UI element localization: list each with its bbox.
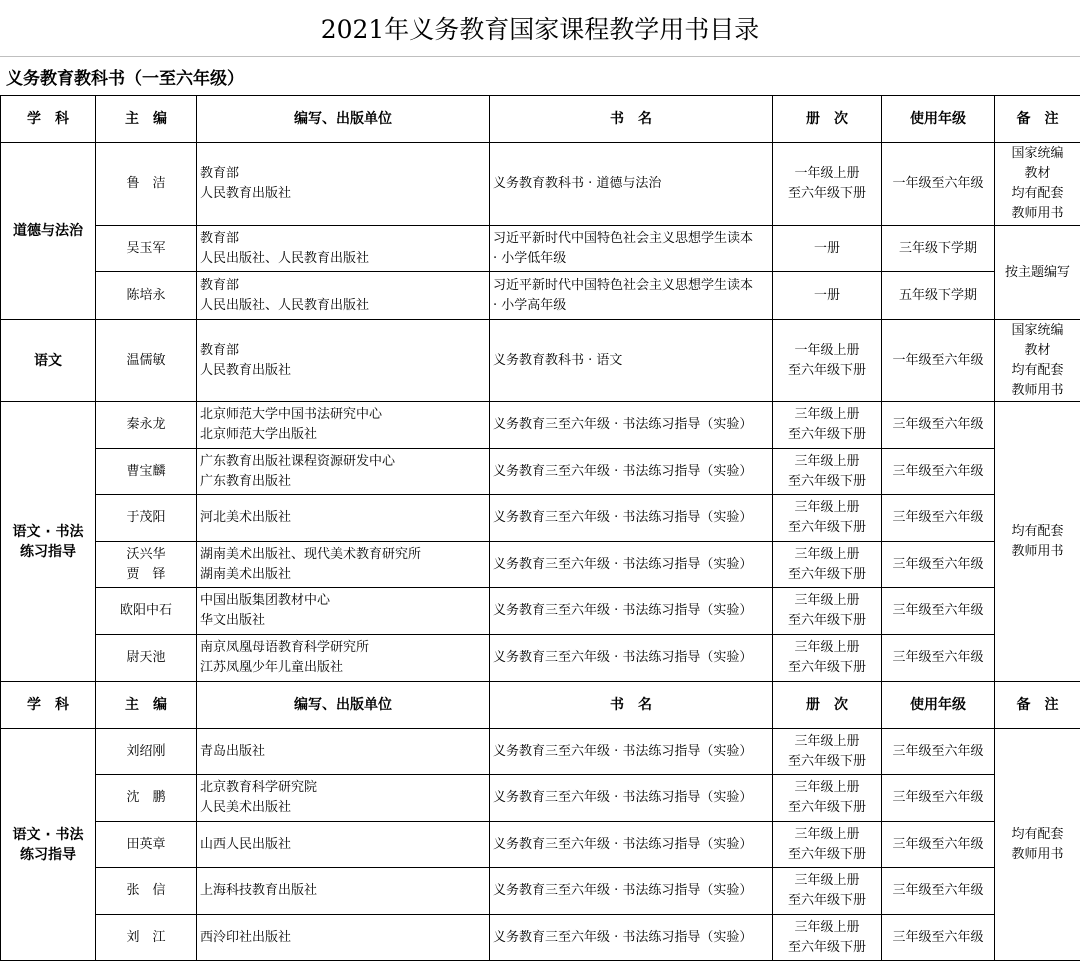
grade-cell: 三年级至六年级 <box>882 588 995 635</box>
table-row <box>1 775 1080 822</box>
book-title-cell <box>490 143 773 226</box>
grade-cell: 三年级至六年级 <box>882 635 995 682</box>
subject-cell-line: 练习指导 <box>4 845 92 865</box>
publisher-cell <box>197 822 490 868</box>
grade-cell: 三年级至六年级 <box>882 542 995 588</box>
editor-cell <box>96 729 197 775</box>
table-header-row <box>1 682 1080 729</box>
grade-cell: 三年级至六年级 <box>882 402 995 449</box>
book-title-cell-line: 义务教育三至六年级 · 书法练习指导（实验） <box>493 415 769 435</box>
table-row <box>1 320 1080 402</box>
volume-cell-line: 至六年级下册 <box>776 518 878 538</box>
book-title-cell <box>490 402 773 449</box>
volume-cell-line: 三年级上册 <box>776 591 878 611</box>
editor-cell <box>96 822 197 868</box>
grade-cell: 三年级至六年级 <box>882 495 995 542</box>
publisher-cell <box>197 272 490 320</box>
publisher-cell <box>197 495 490 542</box>
note-cell-line: 教材 <box>998 341 1077 361</box>
editor-cell <box>96 635 197 682</box>
book-title-cell-line: 义务教育三至六年级 · 书法练习指导（实验） <box>493 648 769 668</box>
editor-cell-line: 吴玉军 <box>99 239 193 259</box>
note-cell <box>995 143 1080 226</box>
publisher-cell-line: 广东教育出版社课程资源研发中心 <box>200 452 486 472</box>
editor-cell-line: 秦永龙 <box>99 415 193 435</box>
header-note: 备 注 <box>995 682 1080 729</box>
table-row <box>1 226 1080 272</box>
book-title-cell <box>490 775 773 822</box>
header-editor: 主 编 <box>96 96 197 143</box>
note-cell-line: 国家统编 <box>998 321 1077 341</box>
editor-cell-line: 贾 铎 <box>99 565 193 585</box>
editor-cell <box>96 402 197 449</box>
grade-cell: 三年级至六年级 <box>882 449 995 495</box>
publisher-cell <box>197 320 490 402</box>
subject-cell-line: 语文 · 书法 <box>4 522 92 542</box>
volume-cell <box>773 143 882 226</box>
book-title-cell-line: · 小学低年级 <box>493 249 769 269</box>
volume-cell-line: 至六年级下册 <box>776 658 878 678</box>
volume-cell-line: 一年级上册 <box>776 164 878 184</box>
table-row <box>1 729 1080 775</box>
volume-cell-line: 三年级上册 <box>776 732 878 752</box>
volume-cell-line: 三年级上册 <box>776 545 878 565</box>
subject-cell <box>1 143 96 320</box>
publisher-cell-line: 广东教育出版社 <box>200 472 486 492</box>
book-title-cell-line: 义务教育教科书 · 语文 <box>493 351 769 371</box>
volume-cell <box>773 635 882 682</box>
book-title-cell-line: 义务教育教科书 · 道德与法治 <box>493 174 769 194</box>
publisher-cell-line: 湖南美术出版社 <box>200 565 486 585</box>
publisher-cell-line: 教育部 <box>200 164 486 184</box>
header-publisher: 编写、出版单位 <box>197 682 490 729</box>
catalog-body <box>1 96 1080 961</box>
table-row <box>1 915 1080 961</box>
book-title-cell <box>490 226 773 272</box>
grade-cell: 三年级至六年级 <box>882 868 995 915</box>
publisher-cell-line: 人民美术出版社 <box>200 798 486 818</box>
publisher-cell-line: 教育部 <box>200 276 486 296</box>
note-cell-line: 均有配套 <box>998 361 1077 381</box>
publisher-cell-line: 湖南美术出版社、现代美术教育研究所 <box>200 545 486 565</box>
publisher-cell-line: 教育部 <box>200 341 486 361</box>
subject-cell-line: 语文 · 书法 <box>4 825 92 845</box>
editor-cell <box>96 542 197 588</box>
volume-cell-line: 至六年级下册 <box>776 361 878 381</box>
book-title-cell <box>490 588 773 635</box>
volume-cell-line: 至六年级下册 <box>776 472 878 492</box>
editor-cell-line: 于茂阳 <box>99 508 193 528</box>
editor-cell-line: 张 信 <box>99 881 193 901</box>
publisher-cell-line: 西泠印社出版社 <box>200 928 486 948</box>
volume-cell-line: 三年级上册 <box>776 825 878 845</box>
editor-cell <box>96 226 197 272</box>
grade-cell: 三年级至六年级 <box>882 775 995 822</box>
volume-cell-line: 三年级上册 <box>776 498 878 518</box>
publisher-cell <box>197 868 490 915</box>
book-title-cell <box>490 868 773 915</box>
publisher-cell-line: 人民出版社、人民教育出版社 <box>200 296 486 316</box>
header-volume: 册 次 <box>773 96 882 143</box>
publisher-cell <box>197 635 490 682</box>
volume-cell-line: 三年级上册 <box>776 452 878 472</box>
editor-cell-line: 沃兴华 <box>99 545 193 565</box>
publisher-cell-line: 河北美术出版社 <box>200 508 486 528</box>
editor-cell-line: 田英章 <box>99 835 193 855</box>
editor-cell-line: 鲁 洁 <box>99 174 193 194</box>
volume-cell <box>773 226 882 272</box>
book-title-cell <box>490 320 773 402</box>
volume-cell <box>773 495 882 542</box>
volume-cell <box>773 729 882 775</box>
editor-cell <box>96 320 197 402</box>
note-cell-line: 教师用书 <box>998 381 1077 401</box>
header-grade: 使用年级 <box>882 682 995 729</box>
subject-cell <box>1 320 96 402</box>
book-title-cell-line: 习近平新时代中国特色社会主义思想学生读本 <box>493 229 769 249</box>
publisher-cell-line: 山西人民出版社 <box>200 835 486 855</box>
note-cell-line: 国家统编 <box>998 144 1077 164</box>
volume-cell-line: 至六年级下册 <box>776 752 878 772</box>
volume-cell-line: 三年级上册 <box>776 778 878 798</box>
volume-cell-line: 一册 <box>776 239 878 259</box>
publisher-cell-line: 人民教育出版社 <box>200 184 486 204</box>
publisher-cell <box>197 729 490 775</box>
note-cell-line: 教材 <box>998 164 1077 184</box>
note-cell-line: 按主题编写 <box>998 263 1077 283</box>
publisher-cell <box>197 449 490 495</box>
book-title-cell <box>490 542 773 588</box>
volume-cell-line: 一册 <box>776 286 878 306</box>
book-title-cell-line: 义务教育三至六年级 · 书法练习指导（实验） <box>493 835 769 855</box>
note-cell-line: 均有配套 <box>998 522 1077 542</box>
editor-cell-line: 沈 鹏 <box>99 788 193 808</box>
book-title-cell-line: 义务教育三至六年级 · 书法练习指导（实验） <box>493 881 769 901</box>
volume-cell <box>773 775 882 822</box>
volume-cell-line: 至六年级下册 <box>776 565 878 585</box>
editor-cell <box>96 449 197 495</box>
header-subject: 学 科 <box>1 682 96 729</box>
publisher-cell <box>197 588 490 635</box>
grade-cell: 三年级下学期 <box>882 226 995 272</box>
header-grade: 使用年级 <box>882 96 995 143</box>
publisher-cell-line: 江苏凤凰少年儿童出版社 <box>200 658 486 678</box>
section-title: 义务教育教科书（一至六年级） <box>0 57 1080 95</box>
subject-cell-line: 语文 <box>4 351 92 371</box>
publisher-cell <box>197 402 490 449</box>
table-row <box>1 635 1080 682</box>
book-title-cell-line: 义务教育三至六年级 · 书法练习指导（实验） <box>493 788 769 808</box>
note-cell-line: 教师用书 <box>998 542 1077 562</box>
book-title-cell-line: 义务教育三至六年级 · 书法练习指导（实验） <box>493 462 769 482</box>
volume-cell-line: 至六年级下册 <box>776 184 878 204</box>
editor-cell-line: 温儒敏 <box>99 351 193 371</box>
grade-cell: 五年级下学期 <box>882 272 995 320</box>
volume-cell-line: 至六年级下册 <box>776 891 878 911</box>
book-title-cell <box>490 449 773 495</box>
volume-cell-line: 三年级上册 <box>776 918 878 938</box>
subject-cell-line: 练习指导 <box>4 542 92 562</box>
table-row <box>1 449 1080 495</box>
header-publisher: 编写、出版单位 <box>197 96 490 143</box>
volume-cell <box>773 402 882 449</box>
note-cell <box>995 226 1080 320</box>
publisher-cell-line: 人民出版社、人民教育出版社 <box>200 249 486 269</box>
volume-cell <box>773 449 882 495</box>
volume-cell <box>773 588 882 635</box>
volume-cell-line: 至六年级下册 <box>776 845 878 865</box>
publisher-cell <box>197 775 490 822</box>
publisher-cell <box>197 915 490 961</box>
header-volume: 册 次 <box>773 682 882 729</box>
page-title: 2021年义务教育国家课程教学用书目录 <box>0 0 1080 57</box>
publisher-cell-line: 北京师范大学中国书法研究中心 <box>200 405 486 425</box>
grade-cell: 一年级至六年级 <box>882 143 995 226</box>
book-title-cell-line: 义务教育三至六年级 · 书法练习指导（实验） <box>493 928 769 948</box>
editor-cell-line: 陈培永 <box>99 286 193 306</box>
editor-cell <box>96 495 197 542</box>
volume-cell-line: 三年级上册 <box>776 405 878 425</box>
table-row <box>1 272 1080 320</box>
grade-cell: 三年级至六年级 <box>882 822 995 868</box>
book-title-cell-line: · 小学高年级 <box>493 296 769 316</box>
book-title-cell <box>490 272 773 320</box>
note-cell-line: 均有配套 <box>998 184 1077 204</box>
publisher-cell-line: 中国出版集团教材中心 <box>200 591 486 611</box>
catalog-table <box>0 95 1080 961</box>
editor-cell <box>96 915 197 961</box>
publisher-cell-line: 上海科技教育出版社 <box>200 881 486 901</box>
publisher-cell-line: 南京凤凰母语教育科学研究所 <box>200 638 486 658</box>
editor-cell <box>96 868 197 915</box>
editor-cell-line: 曹宝麟 <box>99 462 193 482</box>
book-title-cell <box>490 495 773 542</box>
volume-cell <box>773 868 882 915</box>
volume-cell-line: 至六年级下册 <box>776 798 878 818</box>
editor-cell-line: 尉天池 <box>99 648 193 668</box>
header-book: 书 名 <box>490 682 773 729</box>
volume-cell-line: 至六年级下册 <box>776 938 878 958</box>
book-title-cell-line: 义务教育三至六年级 · 书法练习指导（实验） <box>493 601 769 621</box>
header-editor: 主 编 <box>96 682 197 729</box>
grade-cell: 三年级至六年级 <box>882 729 995 775</box>
table-row <box>1 868 1080 915</box>
subject-cell <box>1 729 96 961</box>
table-row <box>1 143 1080 226</box>
editor-cell-line: 刘绍刚 <box>99 742 193 762</box>
book-title-cell <box>490 822 773 868</box>
publisher-cell <box>197 143 490 226</box>
editor-cell <box>96 588 197 635</box>
note-cell <box>995 729 1080 961</box>
header-note: 备 注 <box>995 96 1080 143</box>
subject-cell <box>1 402 96 682</box>
volume-cell <box>773 822 882 868</box>
note-cell-line: 教师用书 <box>998 845 1077 865</box>
subject-cell-line: 道德与法治 <box>4 221 92 241</box>
note-cell <box>995 402 1080 682</box>
volume-cell-line: 一年级上册 <box>776 341 878 361</box>
note-cell-line: 教师用书 <box>998 204 1077 224</box>
volume-cell <box>773 320 882 402</box>
book-title-cell-line: 义务教育三至六年级 · 书法练习指导（实验） <box>493 555 769 575</box>
volume-cell-line: 三年级上册 <box>776 871 878 891</box>
volume-cell-line: 三年级上册 <box>776 638 878 658</box>
publisher-cell <box>197 542 490 588</box>
editor-cell <box>96 775 197 822</box>
editor-cell <box>96 272 197 320</box>
table-row <box>1 402 1080 449</box>
publisher-cell-line: 北京师范大学出版社 <box>200 425 486 445</box>
book-title-cell-line: 习近平新时代中国特色社会主义思想学生读本 <box>493 276 769 296</box>
volume-cell <box>773 915 882 961</box>
publisher-cell-line: 华文出版社 <box>200 611 486 631</box>
note-cell-line: 均有配套 <box>998 825 1077 845</box>
grade-cell: 一年级至六年级 <box>882 320 995 402</box>
publisher-cell-line: 人民教育出版社 <box>200 361 486 381</box>
book-title-cell <box>490 729 773 775</box>
publisher-cell <box>197 226 490 272</box>
table-row <box>1 495 1080 542</box>
editor-cell <box>96 143 197 226</box>
grade-cell: 三年级至六年级 <box>882 915 995 961</box>
editor-cell-line: 刘 江 <box>99 928 193 948</box>
book-title-cell <box>490 635 773 682</box>
book-title-cell <box>490 915 773 961</box>
book-title-cell-line: 义务教育三至六年级 · 书法练习指导（实验） <box>493 742 769 762</box>
editor-cell-line: 欧阳中石 <box>99 601 193 621</box>
note-cell <box>995 320 1080 402</box>
table-row <box>1 822 1080 868</box>
table-row <box>1 542 1080 588</box>
volume-cell <box>773 272 882 320</box>
publisher-cell-line: 北京教育科学研究院 <box>200 778 486 798</box>
table-header-row <box>1 96 1080 143</box>
header-book: 书 名 <box>490 96 773 143</box>
volume-cell-line: 至六年级下册 <box>776 611 878 631</box>
header-subject: 学 科 <box>1 96 96 143</box>
book-title-cell-line: 义务教育三至六年级 · 书法练习指导（实验） <box>493 508 769 528</box>
volume-cell <box>773 542 882 588</box>
volume-cell-line: 至六年级下册 <box>776 425 878 445</box>
publisher-cell-line: 教育部 <box>200 229 486 249</box>
publisher-cell-line: 青岛出版社 <box>200 742 486 762</box>
table-row <box>1 588 1080 635</box>
